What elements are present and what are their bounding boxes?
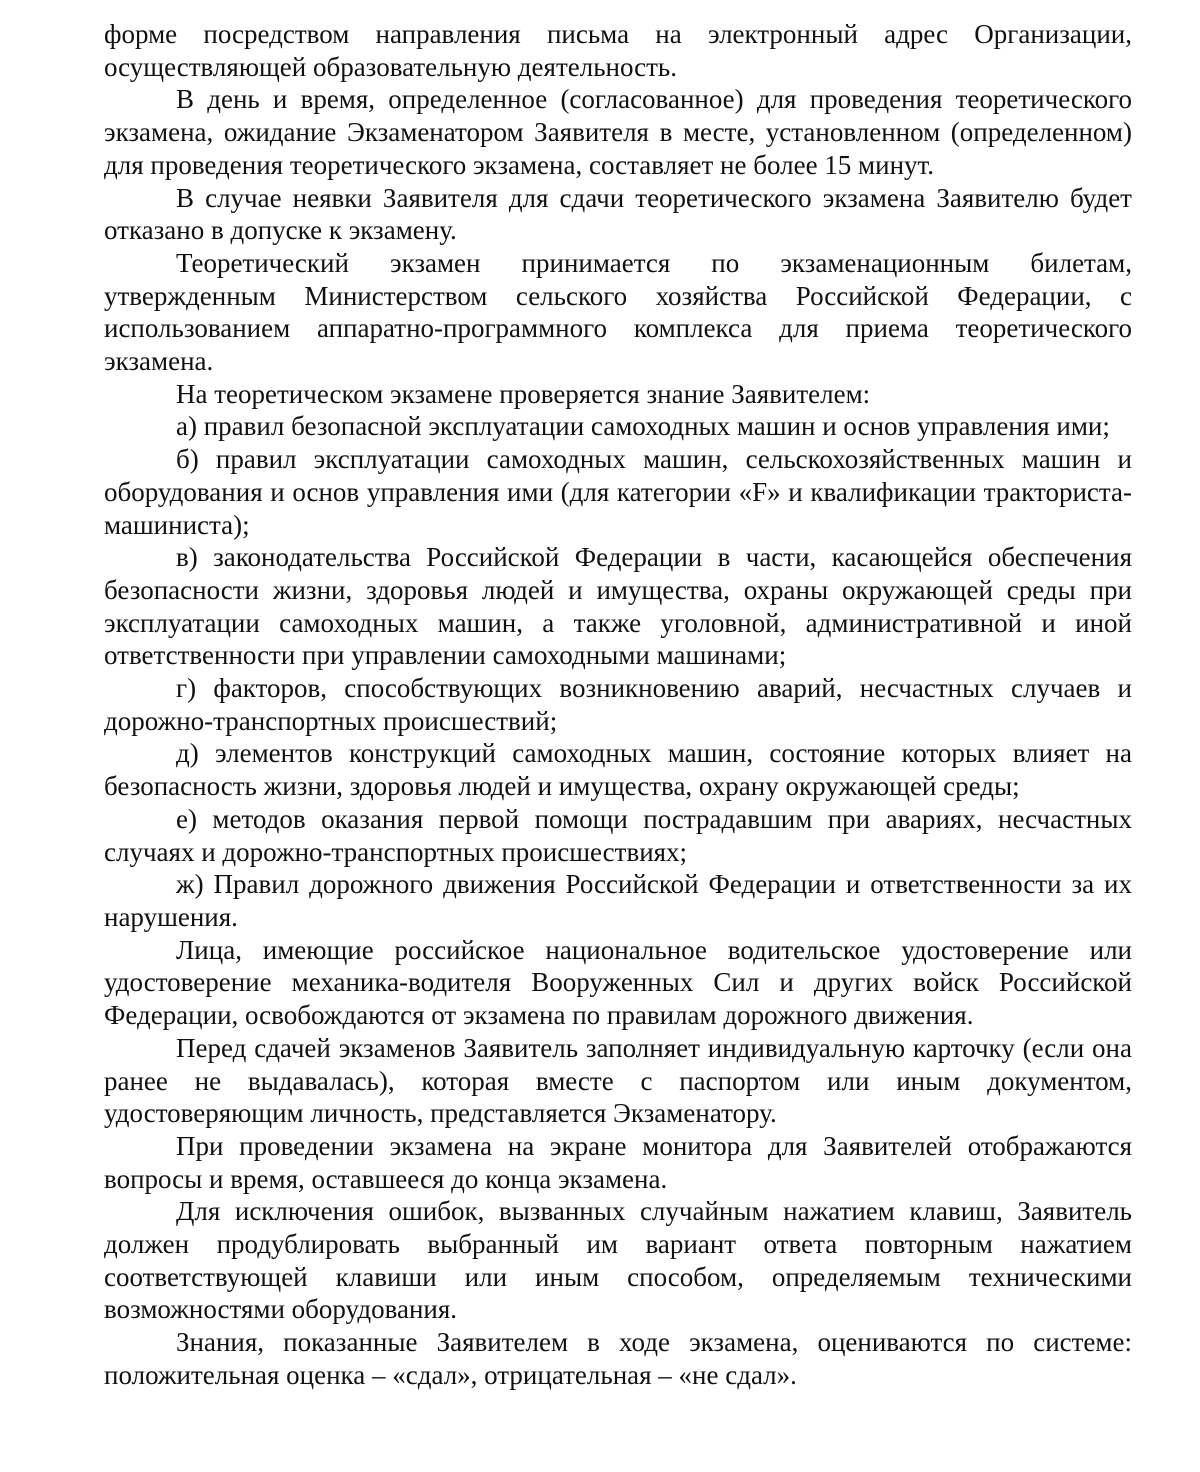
paragraph-continuation: форме посредством направления письма на электронный адрес Организации, осуществляющей образовательную деятельность. [104,19,1132,82]
list-item-d: д) элементов конструкций самоходных машин, состояние которых влияет на безопасность жизни, здоровья людей и имущества, охрану окружающей среды; [104,738,1132,802]
document-page [104,18,1132,1392]
paragraph-individual-card: Перед сдачей экзаменов Заявитель заполняет индивидуальную карточку (если она ранее не выдавалась), которая вместе с паспортом или иным документом, удостоверяющим личность, представляется Экзаменатору. [104,1032,1132,1129]
paragraph-exam-tickets: Теоретический экзамен принимается по экзаменационным билетам, утвержденным Министерством сельского хозяйства Российской Федерации, с использованием аппаратно-программного комплекса для приема теоретического экзамена. [104,247,1132,377]
paragraph-exemption: Лица, имеющие российское национальное водительское удостоверение или удостоверение механика-водителя Вооруженных Сил и других войск Российской Федерации, освобождаются от экзамена по правилам дорожного движения. [104,934,1132,1031]
paragraph-waiting-time: В день и время, определенное (согласованное) для проведения теоретического экзамена, ожидание Экзаменатором Заявителя в месте, установленном (определенном) для проведения теоретического экзамена, составляет не более 15 минут. [104,84,1132,180]
list-item-g: г) факторов, способствующих возникновению аварий, несчастных случаев и дорожно-транспортных происшествий; [104,673,1132,736]
paragraph-no-show: В случае неявки Заявителя для сдачи теоретического экзамена Заявителю будет отказано в допуске к экзамену. [104,182,1132,246]
paragraph-monitor-display: При проведении экзамена на экране монитора для Заявителей отображаются вопросы и время, оставшееся до конца экзамена. [104,1130,1132,1194]
list-item-e: е) методов оказания первой помощи пострадавшим при авариях, несчастных случаях и дорожно-транспортных происшествиях; [104,803,1132,867]
list-item-zh: ж) Правил дорожного движения Российской Федерации и ответственности за их нарушения. [104,869,1132,932]
paragraph-error-prevention: Для исключения ошибок, вызванных случайным нажатием клавиш, Заявитель должен продублировать выбранный им вариант ответа повторным нажатием соответствующей клавиши или иным способом, определяемым техническими возможностями оборудования. [104,1196,1132,1325]
paragraph-knowledge-intro: На теоретическом экзамене проверяется знание Заявителем: [176,378,871,409]
paragraph-grading: Знания, показанные Заявителем в ходе экзамена, оцениваются по системе: положительная оценка – «сдал», отрицательная – «не сдал». [104,1327,1132,1390]
list-item-v: в) законодательства Российской Федерации в части, касающейся обеспечения безопасности жизни, здоровья людей и имущества, охраны окружающей среды при эксплуатации самоходных машин, а также уголовной, административной и иной ответственности при управлении самоходными машинами; [104,542,1132,671]
list-item-a: а) правил безопасной эксплуатации самоходных машин и основ управления ими; [176,411,1110,442]
list-item-b: б) правил эксплуатации самоходных машин, сельскохозяйственных машин и оборудования и основ управления ими (для категории «F» и квалификации тракториста-машиниста); [104,444,1132,540]
